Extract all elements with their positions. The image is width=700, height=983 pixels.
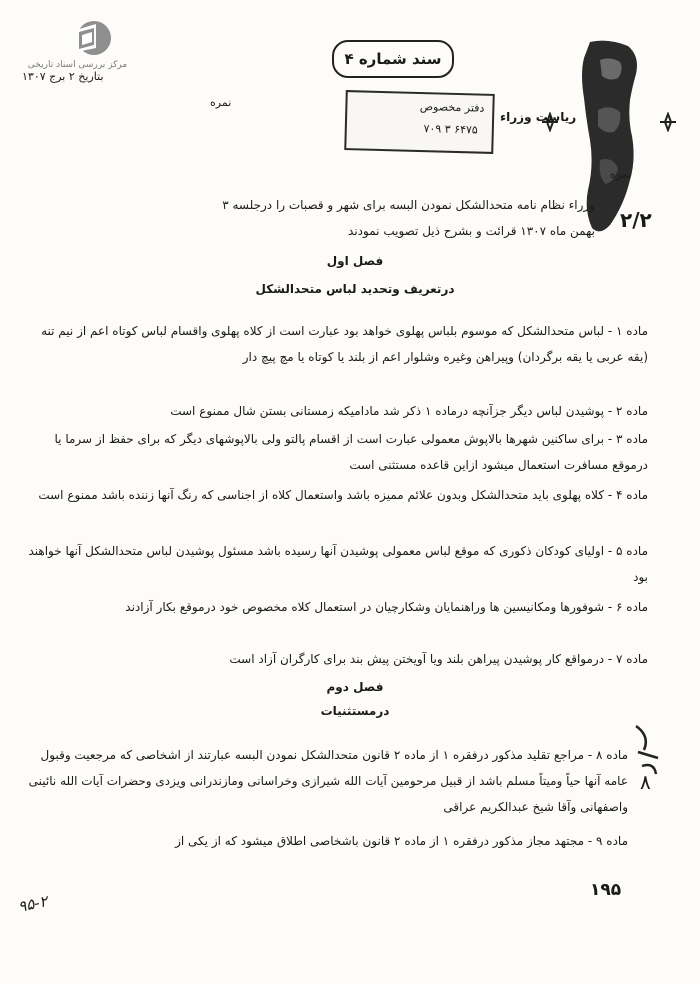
article-8: ماده ۸ - مراجع تقلید مذکور درفقره ۱ از ماده ۲ قانون متحدالشکل نمودن البسه عبارتند از اشخاصی که مرجعیت وقبول عامه آنها حیاً ومیتاً مسلم باشد از قبیل مرحومین آیات الله شیرازی وخراسانی ومازندرانی ویزدی وحضرات آیات الله نائینی واصفهانی وآقا شیخ عبدالکریم عراقی [28,748,628,814]
article-4: ماده ۴ - کلاه پهلوی باید متحدالشکل وبدون علائم ممیزه باشد واستعمال کلاه از اجناسی که رنگ آنها زننده باشد ممنوع است [38,488,648,502]
number-line: نمره [210,96,232,109]
bottom-handwriting: ۹۵-۲ [16,892,50,916]
page-number: ۱۹۵ [590,880,622,900]
article-6: ماده ۶ - شوفورها ومکانیسین ها وراهنمایان وشکارچیان در استعمال کلاه مخصوص خود درموقع بکار آزادند [125,600,648,614]
date-line: بتاریخ ۲ برج ۱۳۰۷ [22,70,104,83]
ministry-header: ریاست وزراء [500,110,577,124]
article-7: ماده ۷ - درمواقع کار پوشیدن پیراهن بلند ویا آویختن پیش بند برای کارگران آزاد است [229,652,648,666]
margin-note-left: ۸ [640,770,651,794]
chapter2-subtitle: درمستثنیات [320,704,390,718]
article-9: ماده ۹ - مجتهد مجاز مذکور درفقره ۱ از ماده ۲ قانون باشخاصی اطلاق میشود که از یکی از [175,834,628,848]
margin-note-top: ۲/۲ [620,208,652,232]
intro-paragraph: وزراء نظام نامه متحدالشکل نمودن البسه برای شهر و قصبات را درجلسه ۳ بهمن ماه ۱۳۰۷ قرائت و بشرح ذیل تصویب نمودند [222,198,595,238]
number-right: نمره [610,168,632,181]
chapter1-title: فصل اول [326,254,384,268]
article-5: ماده ۵ - اولیای کودکان ذکوری که موقع لباس معمولی پوشیدن آنها رسیده باشد مسئول پوشیدن لباس متحدالشکل آنها خواهند بود [28,544,648,584]
archive-logo-text: مرکز بررسی اسناد تاریخی [27,60,128,70]
ornament-icon [658,112,678,132]
archive-logo-icon [64,18,116,58]
article-1: ماده ۱ - لباس متحدالشکل که موسوم بلباس پهلوی خواهد بود عبارت است از کلاه پهلوی واقسام لباس کوتاه اعم از نیم تنه (یقه عربی یا یقه برگردان) وپیراهن وغیره وشلوار اعم از بلند یا کوتاه یا مچ پیچ دار [41,324,648,364]
stamp-line-1: دفتر مخصوص [419,100,485,115]
chapter1-subtitle: درتعریف وتحدید لباس متحدالشکل [255,282,455,296]
chapter2-title: فصل دوم [326,680,384,694]
article-2: ماده ۲ - پوشیدن لباس دیگر جزآنچه درماده ۱ ذکر شد مادامیکه زمستانی بستن شال ممنوع است [170,404,648,418]
receipt-stamp [344,90,495,154]
article-3: ماده ۳ - برای ساکنین شهرها بالاپوش معمولی عبارت است از اقسام پالتو ولی بالاپوشهای دیگر که برای حفظ از سرما یا درموقع مسافرت استعمال میشود ازاین قاعده مستثنی است [54,432,648,472]
stamp-line-2: ۶۴۷۵ ۳ ۷۰۹ [423,122,478,137]
document-number-label: سند شماره ۴ [332,40,454,78]
